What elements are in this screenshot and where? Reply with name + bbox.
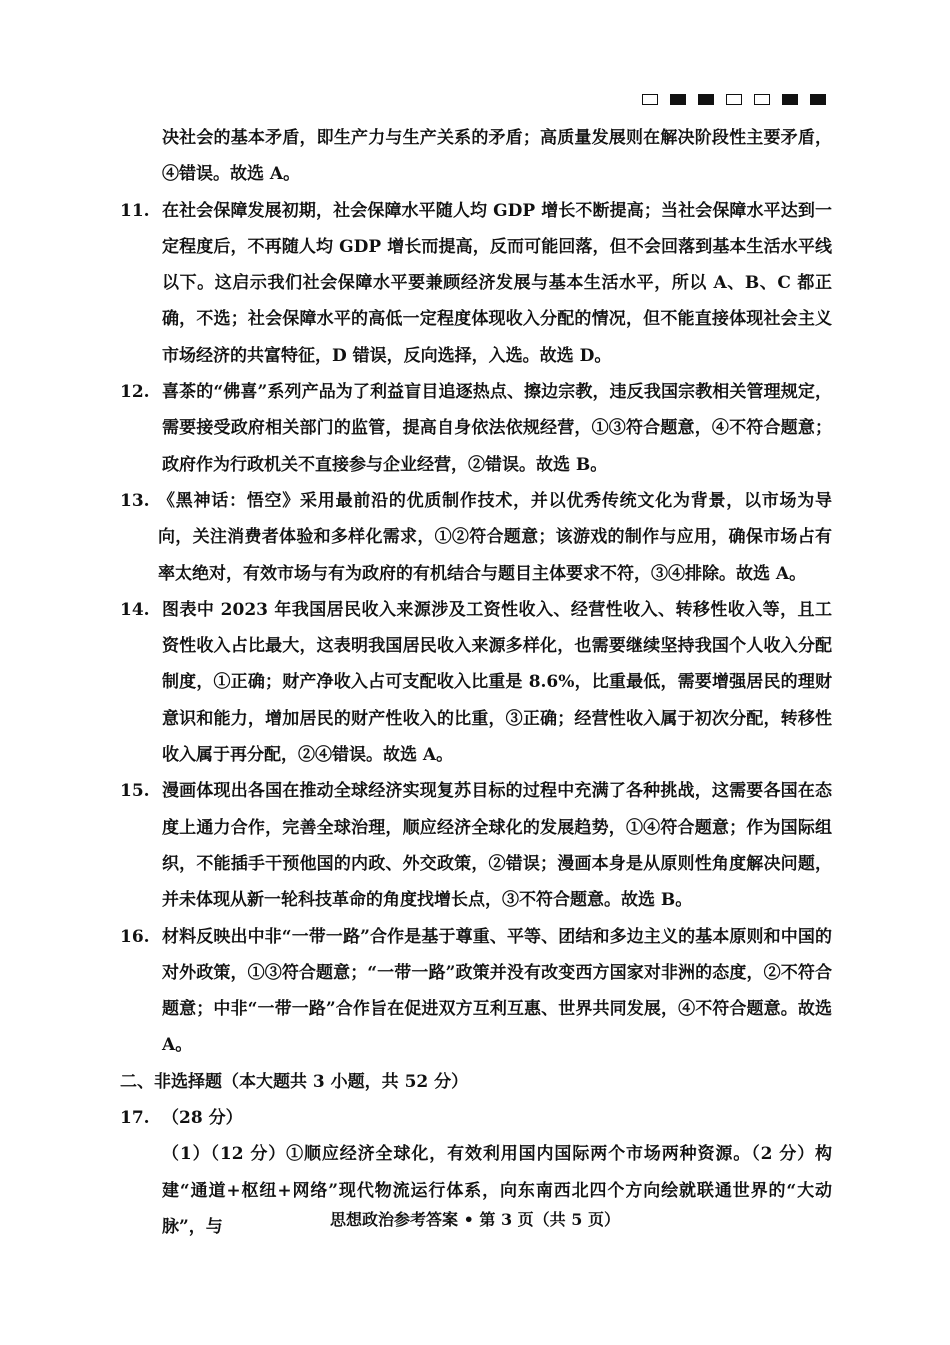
item-text: 材料反映出中非“一带一路”合作是基于尊重、平等、团结和多边主义的基本原则和中国的对外政策，①③符合题意；“一带一路”政策并没有改变西方国家对非洲的态度，②不符合题意；中非“一带一路”合作旨在促进双方互利互惠、世界共同发展，④不符合题意。故选 A。 — [162, 926, 832, 1056]
answer-item-13 — [120, 483, 832, 592]
item-number: 13. — [120, 490, 150, 511]
header-mark — [782, 94, 798, 105]
item-number: 14. — [120, 599, 150, 620]
header-marks — [642, 94, 826, 105]
item-number: 17. — [120, 1108, 150, 1129]
item-text: 《黑神话：悟空》采用最前沿的优质制作技术，并以优秀传统文化为背景，以市场为导向，关注消费者体验和多样化需求，①②符合题意；该游戏的制作与应用，确保市场占有率太绝对，有效市场与有为政府的有机结合与题目主体要求不符，③④排除。故选 A。 — [158, 490, 832, 584]
header-mark — [754, 94, 770, 105]
item-text: 漫画体现出各国在推动全球经济实现复苏目标的过程中充满了各种挑战，这需要各国在态度上通力合作，完善全球治理，顺应经济全球化的发展趋势，①④符合题意；作为国际组织，不能插手干预他国的内政、外交政策，②错误；漫画本身是从原则性角度解决问题，并未体现从新一轮科技革命的角度找增长点，③不符合题意。故选 B。 — [162, 781, 832, 911]
section-title: 二、非选择题（本大题共 3 小题，共 52 分） — [120, 1071, 469, 1092]
answer-item-12 — [120, 374, 832, 483]
header-mark — [642, 94, 658, 105]
item-number: 11. — [120, 200, 150, 221]
answer-item-16 — [120, 919, 832, 1064]
answer-item-17 — [120, 1100, 832, 1136]
answer-item-11 — [120, 193, 832, 374]
item-text: 在社会保障发展初期，社会保障水平随人均 GDP 增长不断提高；当社会保障水平达到一定程度后，不再随人均 GDP 增长而提高，反而可能回落，但不会回落到基本生活水平线以下。这启示我们社会保障水平要兼顾经济发展与基本生活水平，所以 A、B、C 都正确，不选；社会保障水平的高低一定程度体现收入分配的情况，但不能直接体现社会主义市场经济的共富特征，D 错误，反向选择，入选。故选 D。 — [162, 200, 832, 366]
item-number: 16. — [120, 926, 150, 947]
continuation-text: 决社会的基本矛盾，即生产力与生产关系的矛盾；高质量发展则在解决阶段性主要矛盾，④错误。故选 A。 — [162, 128, 832, 185]
answer-item-14 — [120, 592, 832, 773]
item-number: 15. — [120, 781, 150, 802]
item-text: 喜茶的“佛喜”系列产品为了利益盲目追逐热点、擦边宗教，违反我国宗教相关管理规定，需要接受政府相关部门的监管，提高自身依法依规经营，①③符合题意，④不符合题意；政府作为行政机关不直接参与企业经营，②错误。故选 B。 — [162, 382, 832, 475]
q17-part1-text: （1）（12 分）①顺应经济全球化，有效利用国内国际两个市场两种资源。（2 分）构建“通道+枢纽+网络”现代物流运行体系，向东南西北四个方向绘就联通世界的“大动脉”，与 — [162, 1144, 832, 1237]
answer-content — [120, 120, 832, 1245]
page-footer: 思想政治参考答案 • 第 3 页（共 5 页） — [330, 1210, 620, 1229]
item-text: 图表中 2023 年我国居民收入来源涉及工资性收入、经营性收入、转移性收入等，且工资性收入占比最大，这表明我国居民收入来源多样化，也需要继续坚持我国个人收入分配制度，①正确；财产净收入占可支配收入比重是 8.6%，比重最低，需要增强居民的理财意识和能力，增加居民的财产性收入的比重，③正确；经营性收入属于初次分配，转移性收入属于再分配，②④错误。故选 A。 — [162, 599, 832, 766]
header-mark — [698, 94, 714, 105]
item-number: 12. — [120, 382, 150, 403]
header-mark — [810, 94, 826, 105]
answer-item-15 — [120, 773, 832, 918]
item-score: （28 分） — [162, 1108, 243, 1129]
header-mark — [670, 94, 686, 105]
header-mark — [726, 94, 742, 105]
